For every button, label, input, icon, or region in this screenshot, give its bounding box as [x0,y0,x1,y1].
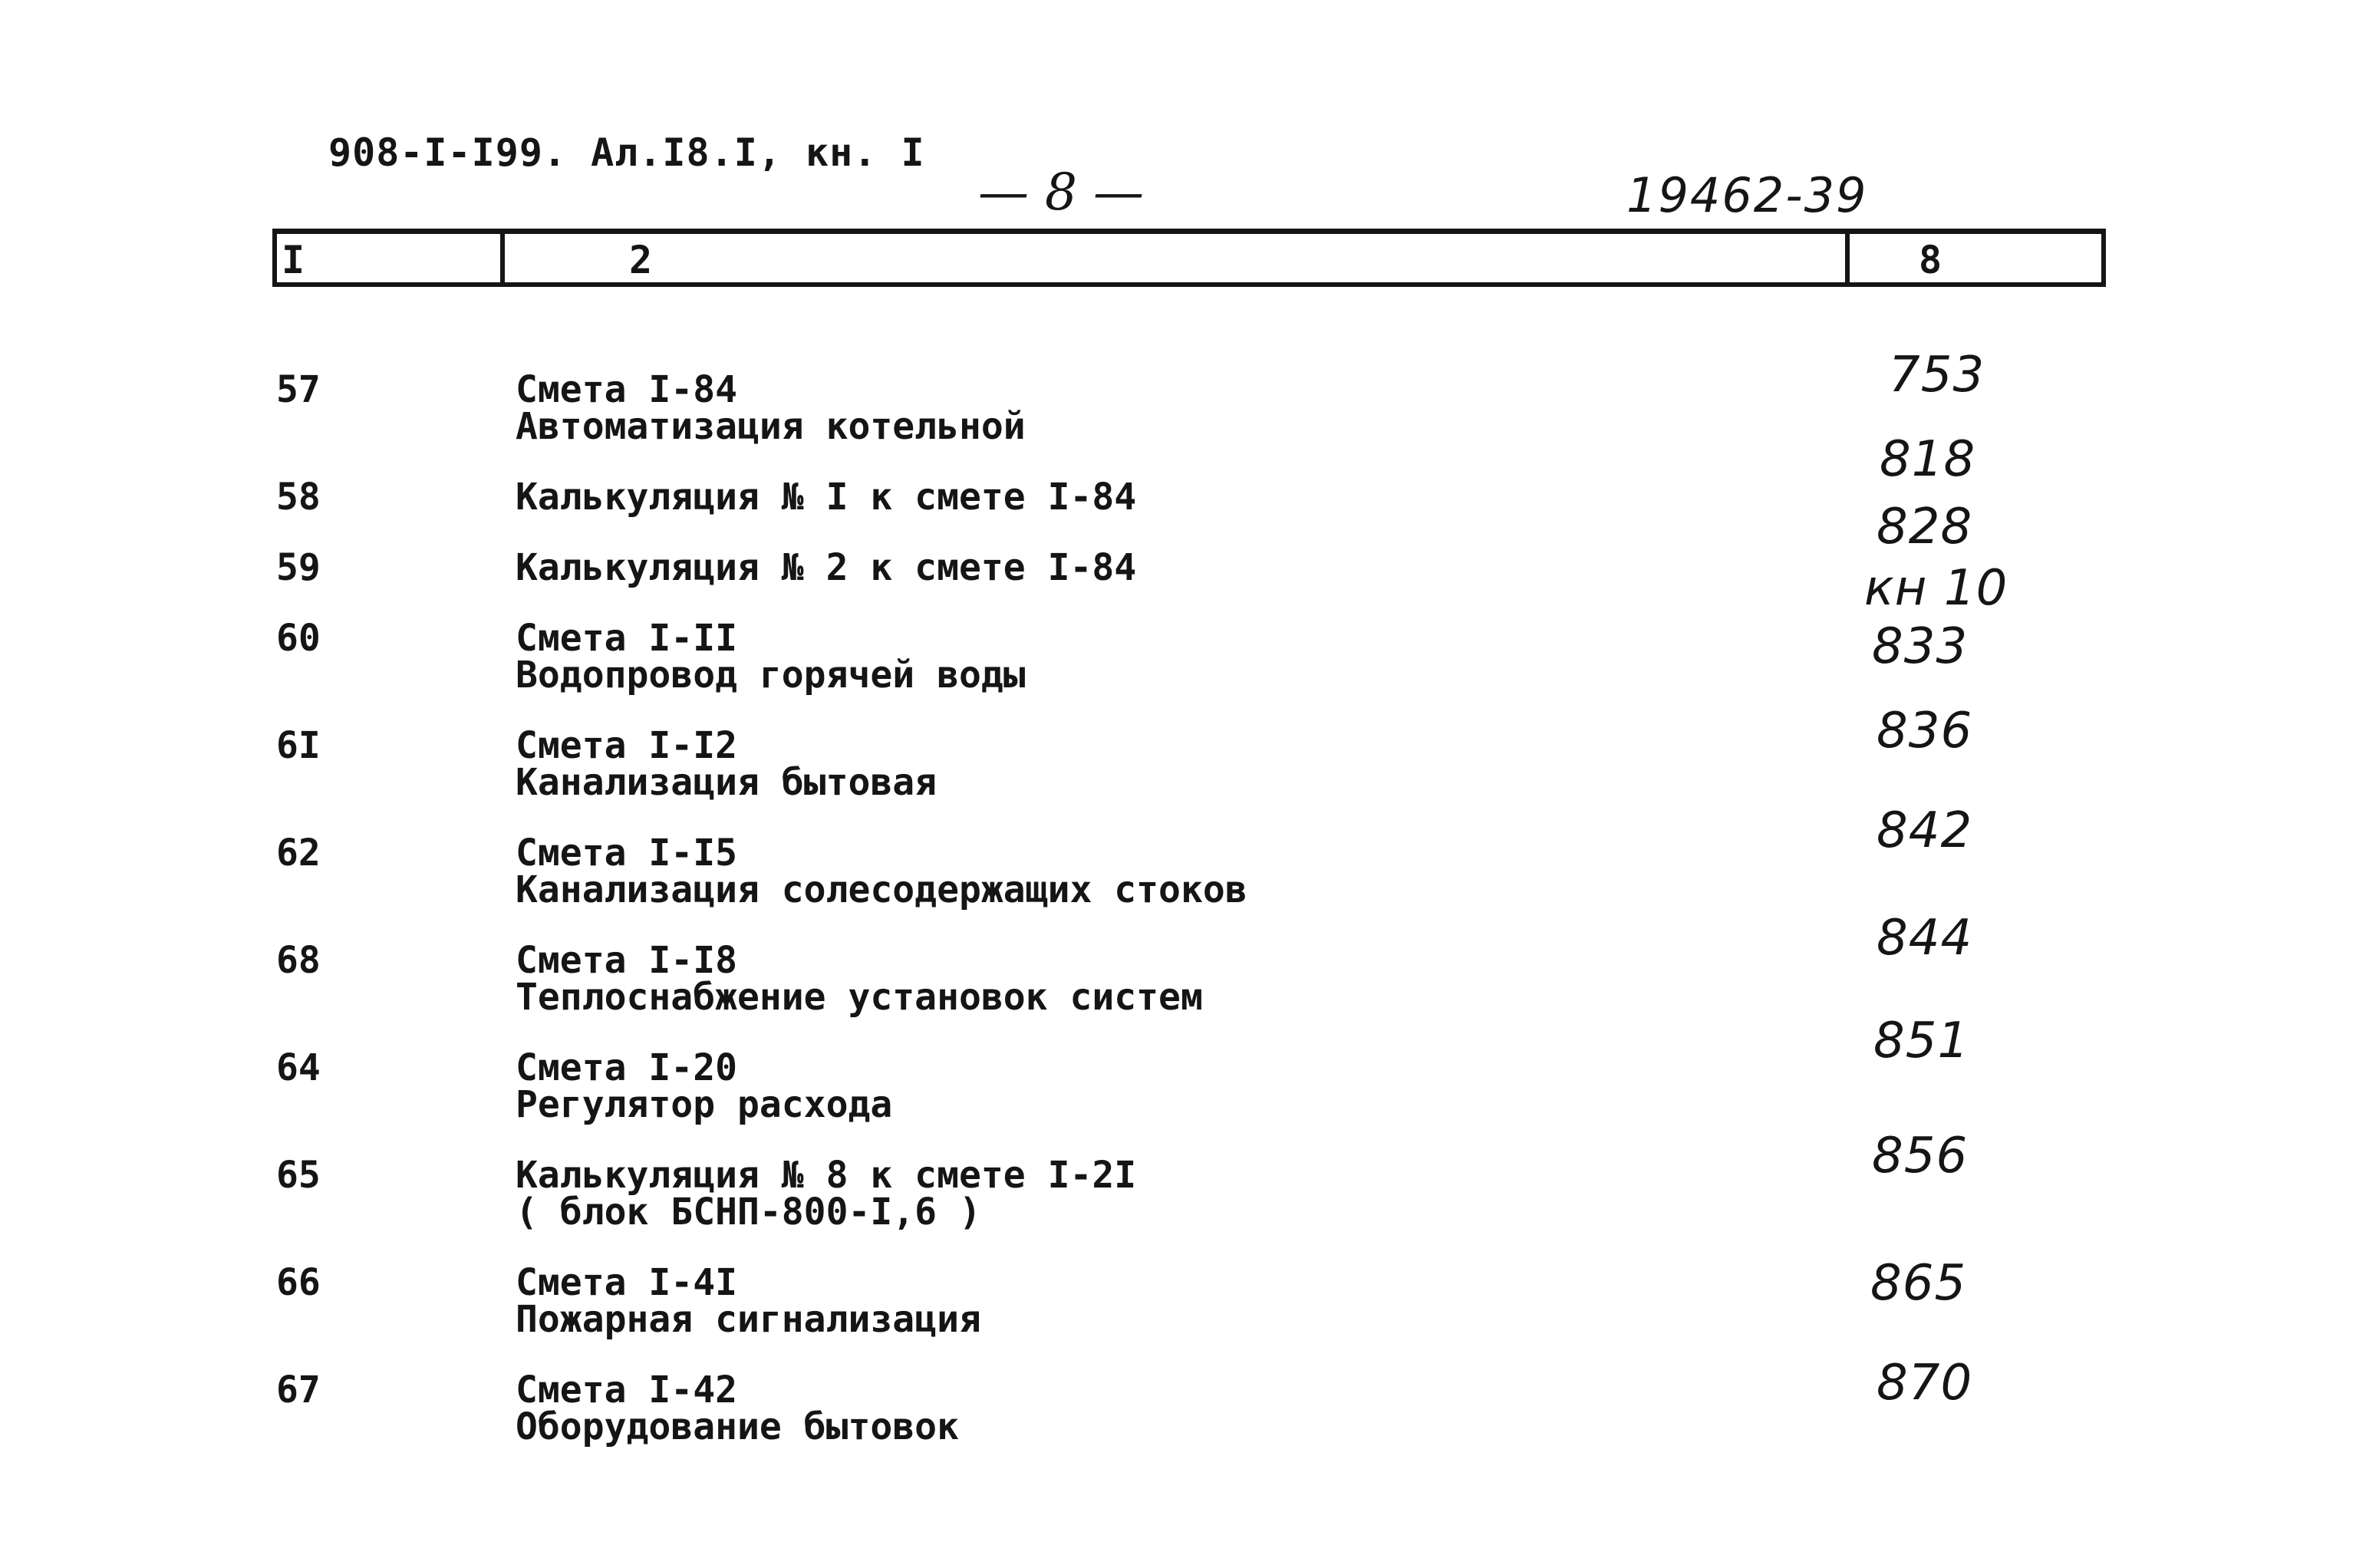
volume-note: кн 10 [1864,560,2008,617]
row-number: 68 [276,939,321,982]
row-number: 64 [276,1046,321,1089]
row-number: 60 [276,617,321,660]
header-divider [2101,229,2106,287]
row-title-line2: Канализация солесодержащих стоков [516,868,1247,911]
row-title-line1: Смета I-I5 [516,832,737,875]
row-title-line2: Водопровод горячей воды [516,654,1026,697]
row-title-line1: Смета I-20 [516,1046,737,1089]
row-title [516,724,937,804]
row-title [516,368,1026,448]
row-title-line2: ( блок БСНП-800-I,6 ) [516,1191,981,1234]
row-title-line2: Регулятор расхода [516,1083,893,1126]
row-page: 833 [1872,618,1969,675]
row-page: 753 [1889,347,1985,404]
page-number: — 8 — [978,163,1144,222]
column-header-number: I [282,238,305,282]
row-page: 828 [1877,499,1973,555]
row-title-line2: Пожарная сигнализация [516,1298,981,1341]
row-title-line1: Смета I-I2 [516,724,737,767]
table-header [272,229,2106,290]
row-title-line1: Смета I-4I [516,1261,737,1304]
row-title [516,476,1137,519]
row-number: 67 [276,1369,321,1412]
row-page: 856 [1872,1128,1969,1184]
row-number: 62 [276,832,321,875]
row-page: 842 [1877,802,1973,859]
row-page: 836 [1877,703,1973,759]
row-title [516,1261,981,1341]
row-page: 851 [1873,1013,1970,1069]
row-title [516,617,1026,697]
row-title [516,546,1137,589]
column-header-page: 8 [1919,238,1942,282]
row-title-line2: Оборудование бытовок [516,1405,959,1448]
row-number: 65 [276,1154,321,1197]
row-title [516,832,1247,911]
row-title-line1: Смета I-42 [516,1369,737,1412]
row-page: 818 [1880,431,1976,488]
header-top-rule [272,229,2106,234]
row-title-line2: Теплоснабжение установок систем [516,976,1203,1019]
row-title-line2: Автоматизация котельной [516,405,1026,448]
row-title [516,939,1203,1019]
row-title-line1: Смета I-84 [516,368,737,411]
header-divider [1845,229,1850,287]
row-title-line1: Калькуляция № I к смете I-84 [516,476,1137,519]
row-number: 58 [276,476,321,519]
row-title [516,1369,959,1448]
row-page: 865 [1870,1255,1967,1312]
row-title-line2: Канализация бытовая [516,761,937,804]
column-header-name: 2 [629,238,653,282]
row-number: 59 [276,546,321,589]
document-code: 908-I-I99. Ал.I8.I, кн. I [328,130,925,175]
row-title [516,1046,893,1126]
row-number: 66 [276,1261,321,1304]
row-title [516,1154,1137,1234]
header-divider [500,229,505,287]
row-page: 844 [1877,910,1973,967]
row-title-line1: Калькуляция № 8 к смете I-2I [516,1154,1137,1197]
row-title-line1: Калькуляция № 2 к смете I-84 [516,546,1137,589]
row-number: 57 [276,368,321,411]
row-title-line1: Смета I-II [516,617,737,660]
header-bottom-rule [272,282,2106,287]
row-page: 870 [1877,1355,1973,1412]
row-number: 6I [276,724,321,767]
inventory-number: 19462-39 [1626,167,1868,223]
row-title-line1: Смета I-I8 [516,939,737,982]
header-divider [272,229,277,287]
